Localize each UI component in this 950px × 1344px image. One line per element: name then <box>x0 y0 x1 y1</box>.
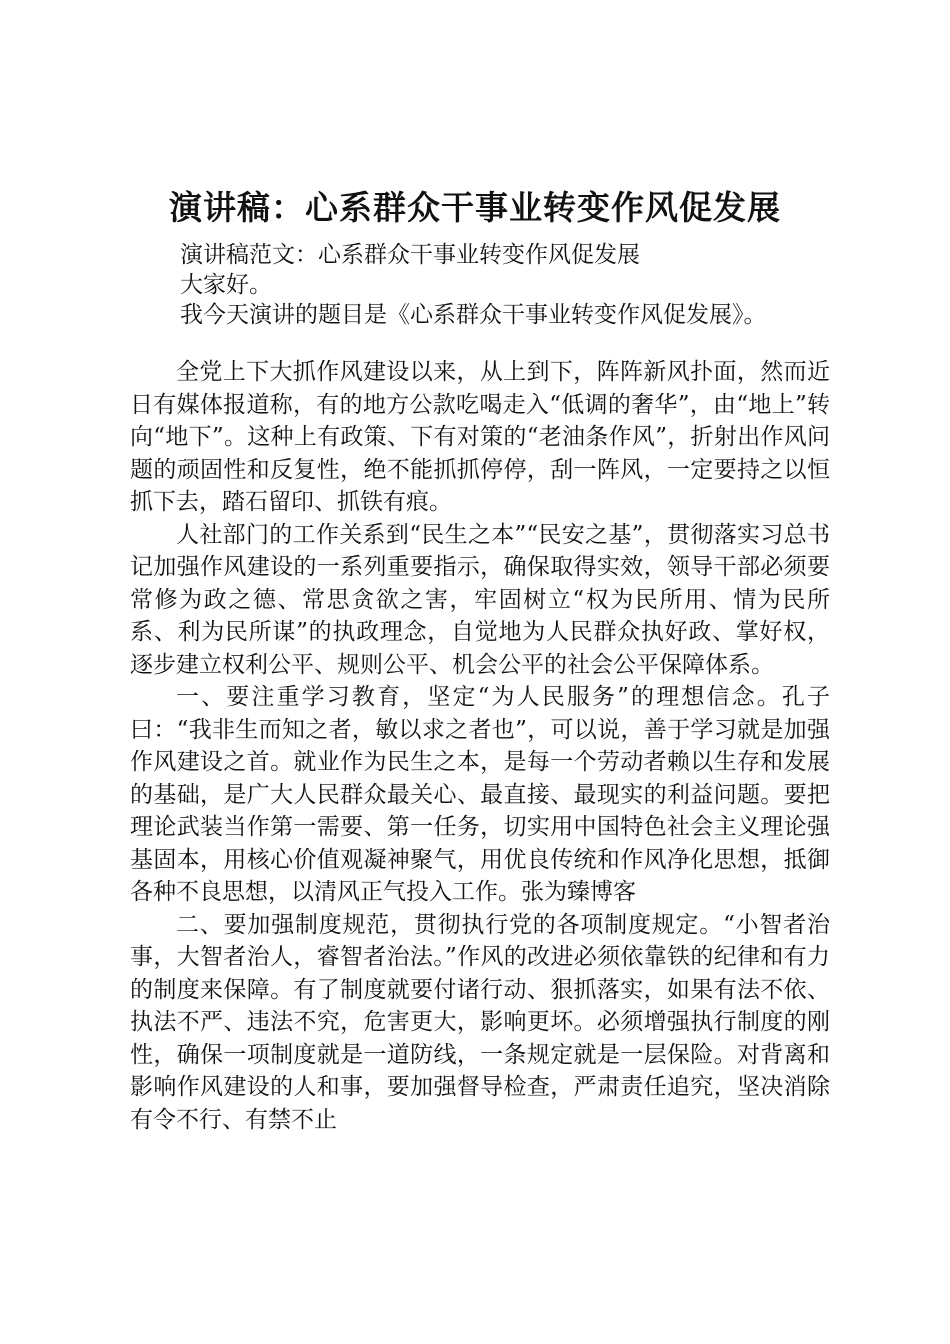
greeting-line: 大家好。 <box>180 272 272 298</box>
document-body <box>130 356 830 1136</box>
topic-line: 我今天演讲的题目是《心系群众干事业转变作风促发展》。 <box>180 302 767 328</box>
body-paragraph-4: 二、要加强制度规范，贯彻执行党的各项制度规定。“小智者治事，大智者治人，睿智者治法。”作风的改进必须依靠铁的纪律和有力的制度来保障。有了制度就要付诸行动、狠抓落实，如果有法不依、执法不严、违法不究，危害更大，影响更坏。必须增强执行制度的刚性，确保一项制度就是一道防线，一条规定就是一层保险。对背离和影响作风建设的人和事，要加强督导检查，严肃责任追究，坚决消除有令不行、有禁不止 <box>130 911 830 1133</box>
document-subtitle: 演讲稿范文：心系群众干事业转变作风促发展 <box>180 242 640 268</box>
body-paragraph-2: 人社部门的工作关系到“民生之本”“民安之基”，贯彻落实习总书记加强作风建设的一系列重要指示，确保取得实效，领导干部必须要常修为政之德、常思贪欲之害，牢固树立“权为民所用、情为民所系、利为民所谋”的执政理念，自觉地为人民群众执好政、掌好权，逐步建立权利公平、规则公平、机会公平的社会公平保障体系。 <box>130 521 830 678</box>
body-paragraph-3: 一、要注重学习教育，坚定“为人民服务”的理想信念。孔子曰：“我非生而知之者，敏以求之者也”，可以说，善于学习就是加强作风建设之首。就业作为民生之本，是每一个劳动者赖以生存和发展的基础，是广大人民群众最关心、最直接、最现实的利益问题。要把理论武装当作第一需要、第一任务，切实用中国特色社会主义理论强基固本，用核心价值观凝神聚气，用优良传统和作风净化思想，抵御各种不良思想，以清风正气投入工作。张为臻博客 <box>130 684 830 905</box>
document-title: 演讲稿：心系群众干事业转变作风促发展 <box>169 188 781 227</box>
body-paragraph-1: 全党上下大抓作风建设以来，从上到下，阵阵新风扑面，然而近日有媒体报道称，有的地方公款吃喝走入“低调的奢华”，由“地上”转向“地下”。这种上有政策、下有对策的“老油条作风”，折射出作风问题的顽固性和反复性，绝不能抓抓停停，刮一阵风，一定要持之以恒抓下去，踏石留印、抓铁有痕。 <box>130 359 830 515</box>
